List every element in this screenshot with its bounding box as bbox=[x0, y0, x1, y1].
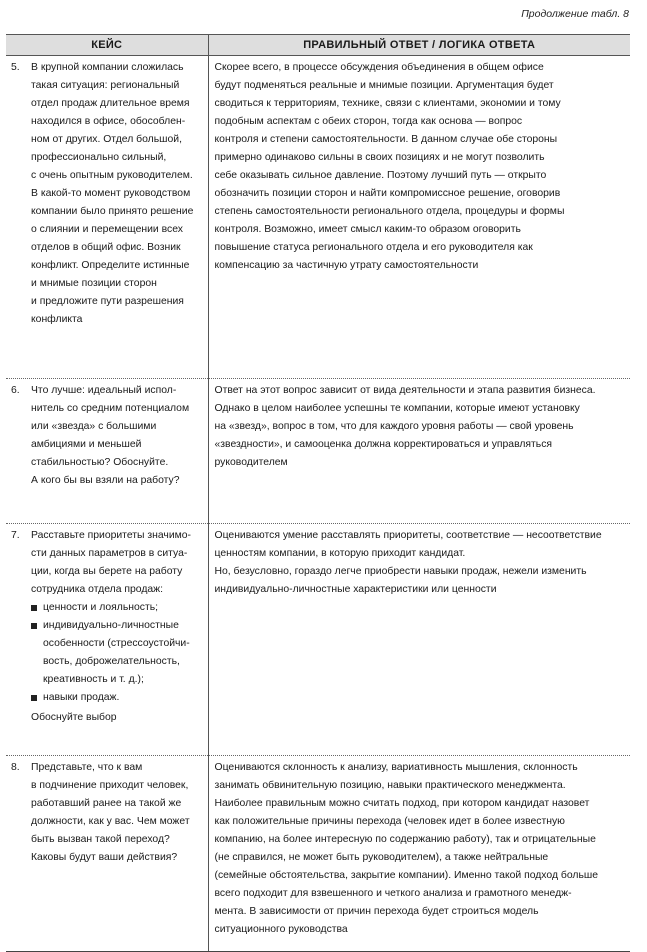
answer-line: мента. В зависимости от причин перехода будет строиться модель bbox=[214, 906, 539, 917]
case-line: отделов в общий офис. Возник bbox=[31, 242, 181, 253]
answer-line: компенсацию за частичную утрату самостоятельности bbox=[214, 260, 479, 271]
answer-line: себе оказывать сильное давление. Поэтому лучший путь — открыто bbox=[214, 170, 547, 181]
case-line: или «звезда» с большими bbox=[31, 421, 157, 432]
case-line: конфликта bbox=[31, 314, 83, 325]
answer-line: «звездности», и самооценка должна корректироваться и управляться bbox=[214, 439, 553, 450]
case-line: компании было принято решение bbox=[31, 206, 194, 217]
case-line: Представьте, что к вам bbox=[31, 762, 143, 773]
bullet-text: ценности и лояльность; bbox=[43, 602, 159, 613]
case-cell bbox=[6, 56, 208, 379]
case-line: сотрудника отдела продаж: bbox=[31, 584, 164, 595]
answer-line: индивидуально-личностные характеристики или ценности bbox=[214, 584, 497, 595]
answer-line: как положительные причины перехода (человек идет в более известную bbox=[214, 816, 565, 827]
case-line: отдел продаж длительное время bbox=[31, 98, 190, 109]
case-text bbox=[31, 759, 204, 867]
answer-line: Ответ на этот вопрос зависит от вида деятельности и этапа развития бизнеса. bbox=[214, 385, 596, 396]
case-cell bbox=[6, 524, 208, 756]
header-case: КЕЙС bbox=[6, 35, 208, 56]
table-header bbox=[6, 35, 630, 56]
answer-line: повышение статуса регионального отдела и его руководителя как bbox=[214, 242, 533, 253]
bullet-square-icon bbox=[31, 623, 37, 629]
answer-line: контроля и степени самостоятельности. В данном случае обе стороны bbox=[214, 134, 558, 145]
answer-line: степень самостоятельности регионального отдела, процедуры и формы bbox=[214, 206, 565, 217]
case-line: стабильностью? Обоснуйте. bbox=[31, 457, 169, 468]
answer-line: ситуационного руководства bbox=[214, 924, 348, 935]
case-cell bbox=[6, 379, 208, 524]
case-line: работавший ранее на такой же bbox=[31, 798, 182, 809]
answer-line: руководителем bbox=[214, 457, 288, 468]
case-line: находился в офисе, обособлен- bbox=[31, 116, 186, 127]
case-line: и мнимые позиции сторон bbox=[31, 278, 157, 289]
case-line: Каковы будут ваши действия? bbox=[31, 852, 178, 863]
answer-text bbox=[209, 524, 631, 599]
case-text bbox=[31, 527, 204, 727]
header-answer: ПРАВИЛЬНЫЙ ОТВЕТ / ЛОГИКА ОТВЕТА bbox=[208, 35, 630, 56]
answer-line: Наиболее правильным можно считать подход, при котором кандидат назовет bbox=[214, 798, 590, 809]
answer-line: подобным аспектам с обеих сторон, тогда как основа — вопрос bbox=[214, 116, 523, 127]
bullet-item bbox=[31, 689, 204, 707]
case-cell bbox=[6, 756, 208, 952]
case-line: конфликт. Определите истинные bbox=[31, 260, 190, 271]
case-line: о слиянии и перемещении всех bbox=[31, 224, 183, 235]
case-line: в подчинение приходит человек, bbox=[31, 780, 189, 791]
table-row-6 bbox=[6, 379, 630, 524]
case-line: и предложите пути разрешения bbox=[31, 296, 184, 307]
answer-line: Оцениваются склонность к анализу, вариативность мышления, склонность bbox=[214, 762, 578, 773]
case-line: Что лучше: идеальный испол- bbox=[31, 385, 177, 396]
case-intro bbox=[31, 527, 204, 599]
case-line: с очень опытным руководителем. bbox=[31, 170, 193, 181]
bullet-square-icon bbox=[31, 695, 37, 701]
answer-line: сводиться к территориям, технике, связи с клиентами, экономии и тому bbox=[214, 98, 561, 109]
answer-line: на «звезд», вопрос в том, что для каждого уровня работы — свой уровень bbox=[214, 421, 574, 432]
case-line: быть вызван такой переход? bbox=[31, 834, 170, 845]
answer-line: всего подходит для взвешенного и четкого анализа и грамотного менедж- bbox=[214, 888, 572, 899]
case-line: нитель со средним потенциалом bbox=[31, 403, 190, 414]
case-line: ции, когда вы берете на работу bbox=[31, 566, 183, 577]
case-text bbox=[31, 59, 204, 329]
bullet-item bbox=[31, 599, 204, 617]
case-line: сти данных параметров в ситуа- bbox=[31, 548, 188, 559]
answer-text bbox=[209, 756, 631, 939]
case-line: амбициями и меньшей bbox=[31, 439, 142, 450]
table-row-7 bbox=[6, 524, 630, 756]
case-line: ном от других. Отдел большой, bbox=[31, 134, 182, 145]
case-line: В какой-то момент руководством bbox=[31, 188, 191, 199]
case-line: должности, как у вас. Чем может bbox=[31, 816, 190, 827]
answer-line: контроля. Возможно, имеет смысл каким-то образом оговорить bbox=[214, 224, 521, 235]
bullet-text: индивидуально-личностные bbox=[43, 620, 179, 631]
case-text bbox=[31, 382, 204, 490]
answer-line: Оцениваются умение расставлять приоритеты, соответствие — несоответствие bbox=[214, 530, 602, 541]
continuation-label: Продолжение табл. 8 bbox=[521, 8, 629, 20]
bullet-text: навыки продаж. bbox=[43, 692, 120, 703]
row-number: 7. bbox=[11, 530, 20, 541]
table-row-8 bbox=[6, 756, 630, 952]
answer-line: компанию, на более интересную по содержанию работу), так и отрицательные bbox=[214, 834, 596, 845]
answer-line: (не справился, не может быть руководителем), а также нейтральные bbox=[214, 852, 549, 863]
cases-table bbox=[6, 34, 630, 952]
answer-line: Но, безусловно, гораздо легче приобрести навыки продаж, нежели изменить bbox=[214, 566, 587, 577]
answer-line: ценностям компании, в которую приходит кандидат. bbox=[214, 548, 466, 559]
answer-line: обозначить позиции сторон и найти компромиссное решение, оговорив bbox=[214, 188, 561, 199]
answer-line: занимать обвинительную позицию, навыки практического менеджмента. bbox=[214, 780, 566, 791]
case-outro: Обоснуйте выбор bbox=[31, 712, 117, 723]
bullet-continuation: вость, доброжелательность, bbox=[43, 656, 180, 667]
answer-line: (семейные обстоятельства, закрытие компании). Именно такой подход больше bbox=[214, 870, 598, 881]
case-line: такая ситуация: региональный bbox=[31, 80, 180, 91]
bullet-item bbox=[31, 617, 204, 635]
bullet-square-icon bbox=[31, 605, 37, 611]
bullet-continuation: особенности (стрессоустойчи- bbox=[43, 638, 190, 649]
answer-line: будут подменяться реальные и мнимые позиции. Аргументация будет bbox=[214, 80, 554, 91]
answer-line: примерно одинаково сильны в своих позициях и не могут позволить bbox=[214, 152, 545, 163]
case-line: В крупной компании сложилась bbox=[31, 62, 184, 73]
row-number: 8. bbox=[11, 762, 20, 773]
bullet-continuation: креативность и т. д.); bbox=[43, 674, 144, 685]
answer-cell bbox=[208, 524, 630, 756]
answer-cell bbox=[208, 379, 630, 524]
row-number: 5. bbox=[11, 62, 20, 73]
table-row-5 bbox=[6, 56, 630, 379]
case-line: профессионально сильный, bbox=[31, 152, 167, 163]
answer-text bbox=[209, 56, 631, 275]
answer-cell bbox=[208, 56, 630, 379]
answer-line: Однако в целом наиболее успешны те компании, которые имеют установку bbox=[214, 403, 580, 414]
answer-line: Скорее всего, в процессе обсуждения объединения в общем офисе bbox=[214, 62, 544, 73]
row-number: 6. bbox=[11, 385, 20, 396]
answer-text bbox=[209, 379, 631, 472]
case-line: А кого бы вы взяли на работу? bbox=[31, 475, 180, 486]
case-line: Расставьте приоритеты значимо- bbox=[31, 530, 192, 541]
answer-cell bbox=[208, 756, 630, 952]
